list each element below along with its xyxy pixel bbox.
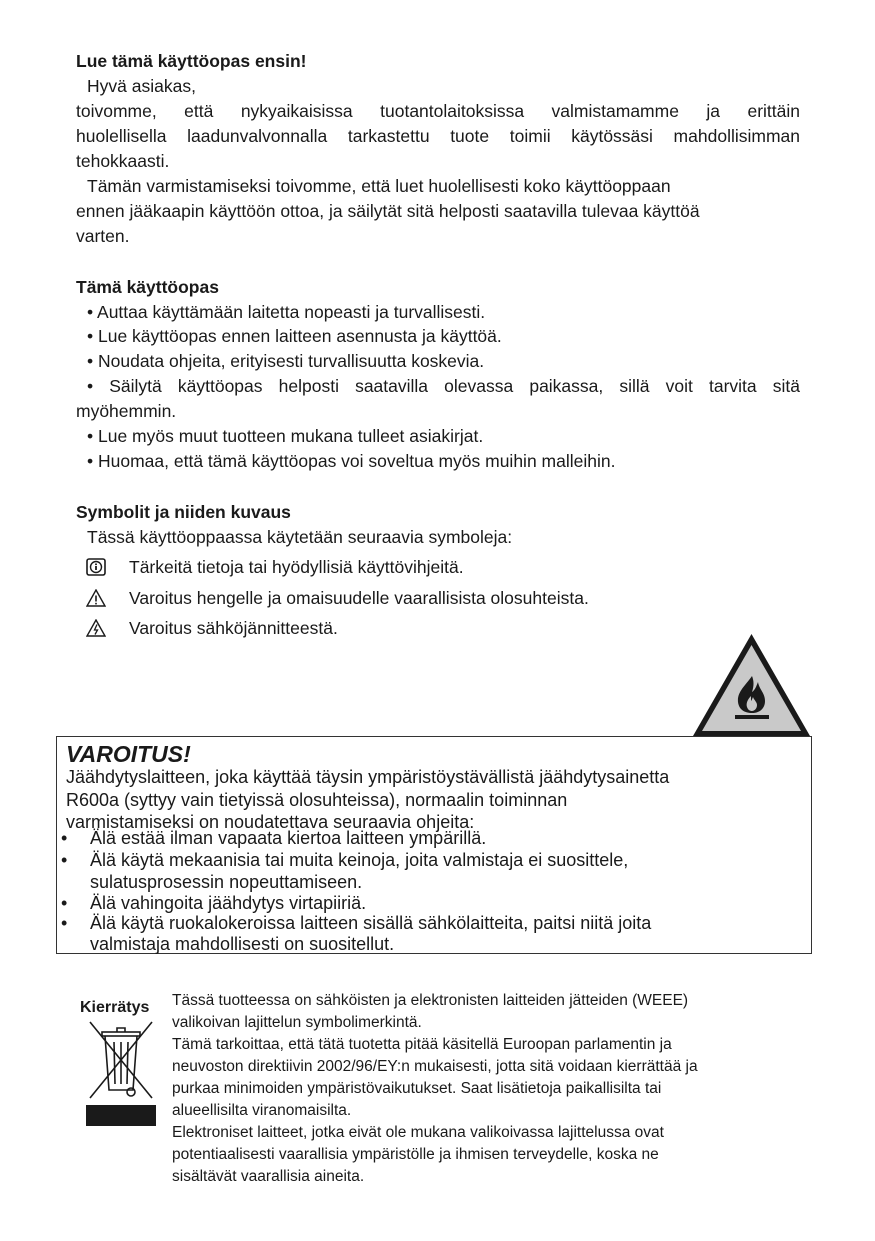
warning-bullet-dot: •: [61, 893, 68, 913]
warning-bullet-dot: •: [61, 850, 68, 870]
warning-icon: [86, 589, 106, 607]
warning-item-continued: valmistaja mahdollisesti on suositellut.: [90, 934, 395, 954]
warning-box: [56, 736, 812, 954]
symbol-warning-text: Varoitus hengelle ja omaisuudelle vaarallisista olosuhteista.: [129, 588, 589, 608]
recycling-line: purkaa minimoiden ympäristövaikutukset. Saat lisätietoja paikallisilta tai: [172, 1080, 662, 1097]
guide-bullet: • Säilytä käyttöopas helposti saatavilla olevassa paikassa, sillä voit tarvita sitä: [87, 376, 800, 396]
guide-bullet-continued: myöhemmin.: [76, 401, 177, 421]
warning-intro-line: R600a (syttyy vain tietyissä olosuhteissa), normaalin toiminnan: [66, 790, 568, 810]
symbol-info-text: Tärkeitä tietoja tai hyödyllisiä käyttövihjeitä.: [129, 557, 464, 577]
warning-intro-line: Jäähdytyslaitteen, joka käyttää täysin ympäristöystävällistä jäähdytysainetta: [66, 767, 670, 787]
intro-para2-line2: ennen jääkaapin käyttöön ottoa, ja säilytät sitä helposti saatavilla tulevaa käyttöä: [76, 201, 700, 221]
guide-bullet: • Lue myös muut tuotteen mukana tulleet asiakirjat.: [87, 426, 484, 446]
guide-bullet: • Auttaa käyttämään laitetta nopeasti ja turvallisesti.: [87, 302, 486, 322]
guide-bullet: • Lue käyttöopas ennen laitteen asennusta ja käyttöä.: [87, 326, 502, 346]
recycling-line: sisältävät vaarallisia aineita.: [172, 1168, 365, 1185]
guide-bullet: • Huomaa, että tämä käyttöopas voi soveltua myös muihin malleihin.: [87, 451, 616, 471]
warning-item: Älä käytä ruokalokeroissa laitteen sisällä sähkölaitteita, paitsi niitä joita: [90, 913, 652, 933]
info-icon: [86, 558, 106, 576]
intro-para1-line3: tehokkaasti.: [76, 151, 170, 171]
warning-item: Älä estää ilman vapaata kiertoa laitteen ympärillä.: [90, 828, 487, 848]
recycling-line: Tämä tarkoittaa, että tätä tuotetta pitää käsitellä Euroopan parlamentin ja: [172, 1036, 672, 1053]
warning-bullet-dot: •: [61, 913, 68, 933]
warning-intro-line: varmistamiseksi on noudatettava seuraavia ohjeita:: [66, 812, 475, 832]
guide-heading: Tämä käyttöopas: [76, 277, 219, 297]
symbols-heading: Symbolit ja niiden kuvaus: [76, 502, 291, 522]
intro-para2-line3: varten.: [76, 226, 130, 246]
intro-heading: Lue tämä käyttöopas ensin!: [76, 51, 307, 71]
recycling-line: alueellisilta viranomaisilta.: [172, 1102, 352, 1119]
intro-para1-line2: huolellisella laadunvalvonnalla tarkastettu tuote toimii käytössäsi mahdollisimman: [76, 126, 800, 146]
recycling-line: neuvoston direktiivin 2002/96/EY:n mukaisesti, jotta sitä voidaan kierrättää ja: [172, 1058, 698, 1075]
greeting: Hyvä asiakas,: [87, 76, 196, 96]
warning-item-continued: sulatusprosessin nopeuttamiseen.: [90, 872, 363, 892]
crossed-bin-icon: [86, 1018, 158, 1128]
warning-item: Älä käytä mekaanisia tai muita keinoja, joita valmistaja ei suosittele,: [90, 850, 629, 870]
recycling-line: Elektroniset laitteet, jotka eivät ole mukana valikoivassa lajittelussa ovat: [172, 1124, 664, 1141]
symbol-electric-text: Varoitus sähköjännitteestä.: [129, 618, 338, 638]
guide-bullet: • Noudata ohjeita, erityisesti turvallisuutta koskevia.: [87, 351, 485, 371]
intro-para2-line1: Tämän varmistamiseksi toivomme, että luet huolellisesti koko käyttöoppaan: [87, 176, 671, 196]
recycling-line: valikoivan lajittelun symbolimerkintä.: [172, 1014, 422, 1031]
recycling-line: potentiaalisesti vaarallisia ympäristölle ja ihmisen terveydelle, koska ne: [172, 1146, 659, 1163]
flammable-warning-icon: [691, 632, 812, 738]
warning-title: VAROITUS!: [66, 741, 191, 767]
symbols-intro: Tässä käyttöoppaassa käytetään seuraavia symboleja:: [87, 527, 513, 547]
warning-bullet-dot: •: [61, 828, 68, 848]
electric-warning-icon: [86, 619, 106, 637]
recycling-label: Kierrätys: [80, 999, 150, 1016]
recycling-line: Tässä tuotteessa on sähköisten ja elektronisten laitteiden jätteiden (WEEE): [172, 992, 689, 1009]
intro-para1-line1: toivomme, että nykyaikaisissa tuotantolaitoksissa valmistamamme ja erittäin: [76, 101, 800, 121]
warning-item: Älä vahingoita jäähdytys virtapiiriä.: [90, 893, 367, 913]
